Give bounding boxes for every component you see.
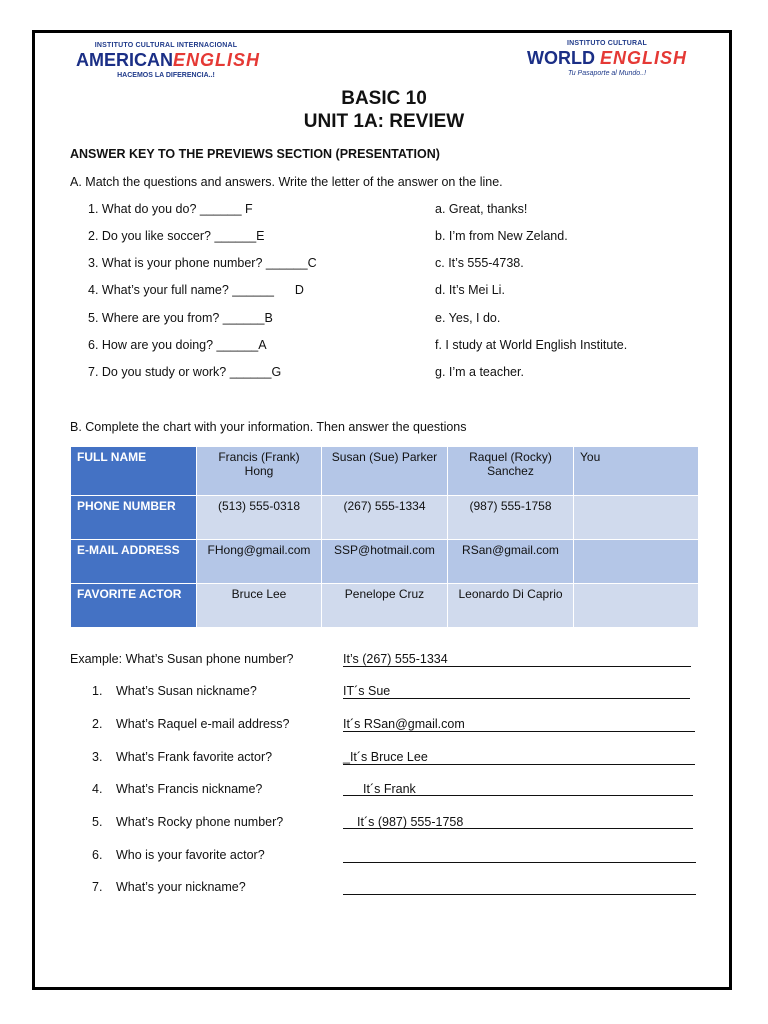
table-cell: Penelope Cruz bbox=[322, 584, 448, 628]
row-label: E-MAIL ADDRESS bbox=[71, 540, 197, 584]
table-cell: Susan (Sue) Parker bbox=[322, 447, 448, 496]
table-row bbox=[71, 447, 699, 496]
table-cell: Francis (Frank) Hong bbox=[197, 447, 322, 496]
table-cell: (513) 555-0318 bbox=[197, 496, 322, 540]
table-row bbox=[71, 540, 699, 584]
match-question: 6. How are you doing? ______A bbox=[88, 338, 267, 352]
match-question: 3. What is your phone number? ______C bbox=[88, 256, 317, 270]
question-number: 4. bbox=[92, 782, 103, 796]
logo-right-brand-b: ENGLISH bbox=[599, 48, 687, 68]
world-english-logo bbox=[524, 40, 690, 77]
match-answer: b. I’m from New Zeland. bbox=[435, 229, 568, 243]
answer-field[interactable]: It´s Frank bbox=[343, 782, 693, 796]
logo-left-brand bbox=[76, 50, 261, 70]
question-number: 6. bbox=[92, 848, 103, 862]
question-number: 7. bbox=[92, 880, 103, 894]
question-text: What’s Francis nickname? bbox=[116, 782, 263, 796]
logo-left-brand-b: ENGLISH bbox=[173, 50, 261, 70]
answer-field[interactable]: IT´s Sue bbox=[343, 684, 690, 699]
match-question: 5. Where are you from? ______B bbox=[88, 311, 273, 325]
match-answer: f. I study at World English Institute. bbox=[435, 338, 628, 352]
section-b-instruction: B. Complete the chart with your information. Then answer the questions bbox=[70, 420, 467, 434]
logo-right-brand-a: WORLD bbox=[526, 48, 595, 68]
question-number: 1. bbox=[92, 684, 103, 698]
logo-left-top-text: INSTITUTO CULTURAL INTERNACIONAL bbox=[94, 42, 238, 49]
question-text: What’s Frank favorite actor? bbox=[116, 750, 273, 764]
match-question: 2. Do you like soccer? ______E bbox=[88, 229, 265, 243]
row-label: FAVORITE ACTOR bbox=[71, 584, 197, 628]
american-english-logo bbox=[76, 42, 261, 79]
match-question: 7. Do you study or work? ______G bbox=[88, 365, 282, 379]
answer-field[interactable] bbox=[343, 880, 696, 895]
match-answer: g. I’m a teacher. bbox=[435, 365, 524, 379]
question-number: 5. bbox=[92, 815, 103, 829]
answer-key-heading: ANSWER KEY TO THE PREVIEWS SECTION (PRESENTATION) bbox=[70, 147, 440, 161]
question-text: Who is your favorite actor? bbox=[116, 848, 265, 862]
table-cell: SSP@hotmail.com bbox=[322, 540, 448, 584]
table-cell[interactable] bbox=[574, 496, 699, 540]
section-a-instruction: A. Match the questions and answers. Write the letter of the answer on the line. bbox=[70, 175, 503, 189]
match-question: 1. What do you do? ______ F bbox=[88, 202, 253, 216]
table-cell: Bruce Lee bbox=[197, 584, 322, 628]
answer-field[interactable]: It´s (987) 555-1758 bbox=[343, 815, 693, 829]
question-text: What’s your nickname? bbox=[116, 880, 246, 894]
table-cell: Raquel (Rocky) Sanchez bbox=[448, 447, 574, 496]
match-answer: e. Yes, I do. bbox=[435, 311, 501, 325]
row-label: FULL NAME bbox=[71, 447, 197, 496]
table-cell: (267) 555-1334 bbox=[322, 496, 448, 540]
match-answer: d. It’s Mei Li. bbox=[435, 283, 505, 297]
example-answer: It’s (267) 555-1334 bbox=[343, 652, 691, 667]
answer-field[interactable]: It´s RSan@gmail.com bbox=[343, 717, 695, 732]
match-question: 4. What’s your full name? ______ D bbox=[88, 283, 304, 297]
example-question: Example: What’s Susan phone number? bbox=[70, 652, 294, 666]
logo-right-brand bbox=[524, 49, 690, 67]
question-number: 2. bbox=[92, 717, 103, 731]
question-text: What’s Susan nickname? bbox=[116, 684, 257, 698]
table-cell: RSan@gmail.com bbox=[448, 540, 574, 584]
page-subtitle: UNIT 1A: REVIEW bbox=[303, 111, 465, 132]
question-text: What’s Raquel e-mail address? bbox=[116, 717, 290, 731]
table-cell[interactable] bbox=[574, 540, 699, 584]
row-label: PHONE NUMBER bbox=[71, 496, 197, 540]
logo-left-brand-a: AMERICAN bbox=[76, 50, 173, 70]
match-answer: c. It’s 555-4738. bbox=[435, 256, 524, 270]
table-cell: Leonardo Di Caprio bbox=[448, 584, 574, 628]
page-title: BASIC 10 bbox=[341, 88, 427, 109]
logo-right-bottom-text: Tu Pasaporte al Mundo..! bbox=[567, 70, 647, 77]
table-row bbox=[71, 584, 699, 628]
answer-field[interactable]: _It´s Bruce Lee bbox=[343, 750, 695, 765]
table-cell: FHong@gmail.com bbox=[197, 540, 322, 584]
table-cell: You bbox=[574, 447, 699, 496]
logo-right-top-text: INSTITUTO CULTURAL bbox=[567, 40, 647, 47]
question-text: What’s Rocky phone number? bbox=[116, 815, 284, 829]
table-row bbox=[71, 496, 699, 540]
answer-field[interactable] bbox=[343, 848, 696, 863]
table-cell[interactable] bbox=[574, 584, 699, 628]
table-cell: (987) 555-1758 bbox=[448, 496, 574, 540]
info-chart bbox=[70, 446, 699, 628]
match-answer: a. Great, thanks! bbox=[435, 202, 528, 216]
question-number: 3. bbox=[92, 750, 103, 764]
logo-left-bottom-text: HACEMOS LA DIFERENCIA..! bbox=[117, 72, 215, 79]
